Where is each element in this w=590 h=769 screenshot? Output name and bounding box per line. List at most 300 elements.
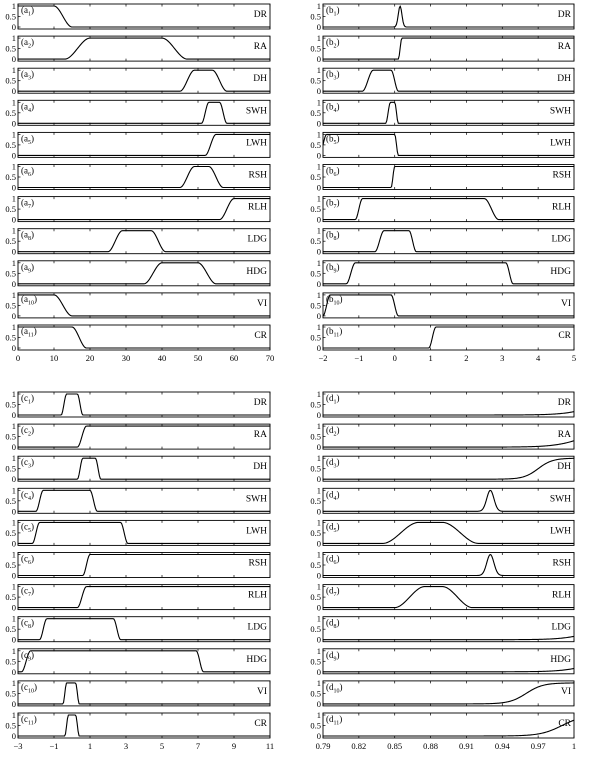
y-tick-label: 0 [11,538,16,549]
y-tick-label: 0 [11,246,16,257]
subplot-label: $(a_2)$ [21,37,34,50]
x-tick-label: 3 [123,741,129,751]
subplot-c9 [5,646,270,677]
y-tick-label: 0.5 [5,463,16,474]
subplot-a9 [5,258,270,289]
subplot-label: $(d_4)$ [326,489,340,502]
y-tick-label: 0 [316,538,321,549]
subplot-label: $(d_7)$ [326,585,340,599]
x-tick-label: 50 [193,353,203,363]
y-tick-label: 0.5 [5,204,16,215]
variable-name-label: HDG [550,266,571,277]
y-tick-label: 1 [316,710,321,720]
subplot-frame [18,100,270,125]
subplot-frame [18,229,270,254]
y-tick-label: 1 [316,1,321,11]
y-tick-label: 1 [316,289,321,300]
y-tick-label: 0.5 [310,399,321,410]
subplot-d11 [310,710,574,741]
y-tick-label: 0.5 [5,11,16,22]
y-tick-label: 0 [316,118,321,129]
variable-name-label: RLH [248,590,267,601]
y-tick-label: 0.5 [5,107,16,118]
y-tick-label: 0 [316,570,321,581]
subplot-label: $(b_5)$ [326,133,340,146]
y-tick-label: 0.5 [5,43,16,54]
variable-name-label: CR [558,331,571,341]
y-tick-label: 1 [316,453,321,464]
x-tick-label: 9 [231,741,237,751]
variable-name-label: LDG [247,234,267,245]
subplot-label: $(c_2)$ [21,425,34,438]
subplot-label: $(d_{10})$ [326,681,343,695]
subplot-d7 [310,582,574,613]
variable-name-label: LDG [247,622,267,633]
subplot-label: $(a_3)$ [21,69,34,82]
y-tick-label: 1 [316,257,321,268]
subplot-d10 [310,678,574,709]
y-tick-label: 1 [11,581,16,592]
subplot-b8 [310,226,574,257]
subplot-label: $(d_6)$ [326,553,340,566]
variable-name-label: DR [557,10,571,20]
subplot-label: $(d_1)$ [326,393,340,406]
subplot-frame [18,132,270,157]
y-tick-label: 0.5 [5,656,16,667]
subplot-c2 [5,421,270,452]
subplot-b11 [310,322,574,353]
subplot-label: $(d_5)$ [326,521,340,534]
y-tick-label: 0.5 [5,688,16,699]
y-tick-label: 1 [316,97,321,108]
subplot-label: $(c_{11})$ [21,714,37,727]
subplot-label: $(b_9)$ [326,261,340,275]
y-tick-label: 0.5 [310,268,321,279]
variable-name-label: RSH [248,558,267,569]
subplot-b1 [310,1,574,32]
x-tick-label: 20 [85,353,95,363]
y-tick-label: 1 [316,322,321,332]
variable-name-label: LDG [551,234,571,245]
y-tick-label: 1 [11,161,16,172]
y-tick-label: 0.5 [310,332,321,343]
y-tick-label: 1 [316,517,321,528]
y-tick-label: 0.5 [310,656,321,667]
subplot-frame [18,585,270,610]
subplot-frame [18,68,270,93]
variable-name-label: VI [560,298,571,309]
y-tick-label: 1 [316,161,321,172]
variable-name-label: RA [557,42,571,53]
subplot-b6 [310,162,574,193]
subplot-c1 [5,389,270,420]
y-tick-label: 0 [316,731,321,741]
y-tick-label: 0.5 [310,43,321,54]
y-tick-label: 1 [316,389,321,399]
y-tick-label: 0 [316,246,321,257]
subplot-frame [18,488,270,513]
subplot-c3 [5,453,270,484]
variable-name-label: RLH [552,590,571,601]
variable-name-label: RSH [552,558,571,569]
variable-name-label: RSH [552,170,571,181]
y-tick-label: 1 [11,65,16,76]
variable-name-label: SWH [549,106,571,117]
subplot-a7 [5,194,270,225]
y-tick-label: 0 [316,86,321,97]
y-tick-label: 0.5 [5,300,16,311]
y-tick-label: 1 [11,193,16,204]
subplot-frame [18,424,270,449]
y-tick-label: 1 [11,710,16,720]
y-tick-label: 0 [316,150,321,161]
subplot-c7 [5,582,270,613]
subplot-frame [323,197,574,222]
x-tick-label: 0.79 [315,741,331,751]
subplot-frame [323,229,574,254]
y-tick-label: 0 [11,343,16,353]
y-tick-label: 1 [11,389,16,399]
x-tick-label: 5 [159,741,165,751]
panel-group-b [310,1,576,363]
y-tick-label: 1 [316,677,321,688]
subplot-frame [323,132,574,157]
subplot-frame [323,456,574,481]
y-tick-label: 1 [11,421,16,432]
x-tick-label: 30 [121,353,131,363]
variable-name-label: DH [253,462,267,473]
y-tick-label: 0.5 [310,172,321,182]
y-tick-label: 0.5 [310,688,321,699]
subplot-frame [18,261,270,286]
subplot-b9 [310,258,574,289]
subplot-c8 [5,614,270,645]
variable-name-label: LWH [550,138,571,149]
y-tick-label: 0 [11,602,16,613]
x-tick-label: 4 [536,353,541,363]
y-tick-label: 1 [316,549,321,560]
subplot-label: $(c_7)$ [21,585,34,599]
x-tick-label: −2 [318,353,328,363]
y-tick-label: 0.5 [5,172,16,182]
y-tick-label: 0.5 [310,11,321,22]
y-tick-label: 0.5 [5,560,16,570]
y-tick-label: 0.5 [310,431,321,442]
subplot-label: $(c_8)$ [21,617,34,631]
y-tick-label: 0.5 [5,592,16,603]
subplot-frame [323,68,574,93]
y-tick-label: 0.5 [310,139,321,150]
subplot-label: $(b_1)$ [326,5,340,18]
x-tick-label: 0.88 [423,741,439,751]
y-tick-label: 0.5 [310,204,321,215]
subplot-a5 [5,129,270,160]
variable-name-label: DR [557,398,571,408]
subplot-frame [323,488,574,513]
subplot-frame [18,4,270,29]
subplot-frame [18,617,270,642]
panel-group-d [310,389,576,751]
y-tick-label: 0.5 [310,527,321,538]
y-tick-label: 0 [316,182,321,193]
x-tick-label: 3 [500,353,505,363]
x-tick-label: 0.91 [458,741,474,751]
y-tick-label: 1 [316,613,321,624]
subplot-frame [18,165,270,190]
variable-name-label: DR [253,398,267,408]
y-tick-label: 1 [11,33,16,44]
y-tick-label: 0 [11,474,16,485]
y-tick-label: 0 [316,410,321,420]
variable-name-label: RA [557,430,571,441]
panel-group-a [5,1,274,363]
y-tick-label: 0.5 [310,107,321,118]
y-tick-label: 0 [316,666,321,677]
variable-name-label: SWH [245,106,267,117]
subplot-label: $(c_6)$ [21,553,34,566]
x-tick-label: −3 [13,741,23,751]
x-tick-label: 1 [571,741,577,751]
subplot-frame [323,4,574,29]
y-tick-label: 1 [11,97,16,108]
y-tick-label: 1 [316,65,321,76]
subplot-d1 [310,389,574,420]
variable-name-label: HDG [246,266,267,277]
y-tick-label: 0.5 [5,527,16,538]
subplot-label: $(a_{11})$ [21,326,37,339]
y-tick-label: 0 [11,634,16,645]
subplot-label: $(a_4)$ [21,101,34,114]
variable-name-label: DH [253,74,267,85]
variable-name-label: DH [557,74,571,85]
subplot-a4 [5,97,270,128]
y-tick-label: 0.5 [310,720,321,731]
subplot-b5 [310,129,574,160]
y-tick-label: 0 [11,506,16,517]
x-tick-label: 0.94 [494,741,510,751]
subplot-frame [323,165,574,190]
y-tick-label: 1 [316,129,321,140]
variable-name-label: SWH [245,494,267,505]
subplot-frame [18,293,270,318]
subplot-frame [18,520,270,545]
y-tick-label: 0.5 [310,463,321,474]
x-tick-label: 10 [49,353,59,363]
y-tick-label: 0.5 [310,300,321,311]
y-tick-label: 0 [11,150,16,161]
panel-group-c [5,389,274,751]
y-tick-label: 0 [11,666,16,677]
subplot-c10 [5,678,270,709]
y-tick-label: 0 [316,698,321,709]
subplot-b3 [310,65,574,96]
variable-name-label: VI [256,686,267,697]
subplot-c5 [5,517,270,548]
y-tick-label: 0.5 [5,720,16,731]
variable-name-label: RLH [552,202,571,213]
subplot-d6 [310,550,574,581]
y-tick-label: 1 [11,289,16,300]
subplot-label: $(b_4)$ [326,101,340,114]
y-tick-label: 1 [316,421,321,432]
subplot-label: $(a_7)$ [21,197,34,211]
y-tick-label: 1 [11,549,16,560]
y-tick-label: 1 [11,645,16,656]
subplot-frame [323,100,574,125]
y-tick-label: 0 [11,731,16,741]
subplot-frame [323,649,574,674]
subplot-label: $(b_2)$ [326,37,340,50]
variable-name-label: RA [253,430,267,441]
y-tick-label: 1 [11,517,16,528]
subplot-label: $(d_{11})$ [326,714,343,727]
y-tick-label: 0 [316,343,321,353]
subplot-c11 [5,710,270,741]
y-tick-label: 1 [11,453,16,464]
subplot-label: $(a_9)$ [21,261,34,275]
y-tick-label: 0.5 [5,495,16,506]
subplot-label: $(a_8)$ [21,229,34,243]
variable-name-label: SWH [549,494,571,505]
subplot-a6 [5,162,270,193]
subplot-frame [18,392,270,417]
y-tick-label: 1 [11,485,16,496]
subplot-frame [18,681,270,706]
variable-name-label: CR [254,331,267,341]
y-tick-label: 1 [316,645,321,656]
subplot-label: $(b_8)$ [326,229,340,243]
variable-name-label: CR [558,719,571,729]
variable-name-label: RA [253,42,267,53]
y-tick-label: 0 [11,86,16,97]
y-tick-label: 1 [316,33,321,44]
y-tick-label: 0 [11,310,16,321]
y-tick-label: 1 [316,193,321,204]
y-tick-label: 0.5 [5,139,16,150]
y-tick-label: 0 [316,214,321,225]
subplot-frame [18,197,270,222]
y-tick-label: 0 [11,182,16,193]
y-tick-label: 0.5 [310,75,321,86]
x-tick-label: 70 [265,353,275,363]
subplot-label: $(d_2)$ [326,425,340,438]
subplot-a2 [5,33,270,64]
subplot-frame [323,293,574,318]
x-tick-label: 2 [464,353,469,363]
x-tick-label: 40 [157,353,167,363]
variable-name-label: LWH [550,526,571,537]
y-tick-label: 1 [316,581,321,592]
x-tick-label: 0.97 [530,741,546,751]
y-tick-label: 0.5 [5,399,16,410]
y-tick-label: 0 [316,22,321,32]
subplot-frame [18,649,270,674]
x-tick-label: 5 [571,353,577,363]
y-tick-label: 0 [316,278,321,289]
subplot-a3 [5,65,270,96]
y-tick-label: 0 [11,118,16,129]
subplot-frame [323,424,574,449]
subplot-frame [323,261,574,286]
variable-name-label: LDG [551,622,571,633]
y-tick-label: 0 [11,278,16,289]
subplot-label: $(d_3)$ [326,457,340,470]
x-tick-label: 11 [265,741,275,751]
y-tick-label: 1 [316,225,321,236]
y-tick-label: 1 [11,677,16,688]
subplot-label: $(c_{10})$ [21,681,37,695]
x-tick-label: 0.85 [387,741,403,751]
y-tick-label: 0.5 [310,592,321,603]
y-tick-label: 0 [316,310,321,321]
y-tick-label: 0.5 [5,236,16,247]
y-tick-label: 0 [316,442,321,453]
subplot-label: $(a_6)$ [21,165,34,178]
x-tick-label: 1 [87,741,93,751]
y-tick-label: 0.5 [5,268,16,279]
y-tick-label: 0.5 [310,495,321,506]
subplot-c4 [5,485,270,516]
y-tick-label: 0 [316,54,321,65]
subplot-d3 [310,453,574,484]
x-tick-label: 0 [392,353,397,363]
subplot-frame [323,681,574,706]
subplot-frame [323,325,574,350]
subplot-label: $(d_9)$ [326,649,340,663]
subplot-frame [323,553,574,578]
subplot-frame [18,713,270,738]
subplot-label: $(a_{10})$ [21,293,37,307]
y-tick-label: 0.5 [5,332,16,343]
variable-name-label: DR [253,10,267,20]
subplot-b7 [310,194,574,225]
subplot-b2 [310,33,574,64]
subplot-label: $(b_{11})$ [326,326,343,339]
subplot-b10 [310,290,574,321]
variable-name-label: VI [560,686,571,697]
subplot-d2 [310,421,574,452]
y-tick-label: 0 [11,22,16,32]
variable-name-label: CR [254,719,267,729]
variable-name-label: VI [256,298,267,309]
x-tick-label: 0 [15,353,21,363]
y-tick-label: 0 [11,570,16,581]
subplot-d8 [310,614,574,645]
y-tick-label: 1 [11,322,16,332]
subplot-d9 [310,646,574,677]
y-tick-label: 0.5 [5,431,16,442]
subplot-frame [323,617,574,642]
subplot-label: $(b_6)$ [326,165,340,178]
y-tick-label: 0 [316,474,321,485]
subplot-frame [323,36,574,61]
subplot-label: $(c_5)$ [21,521,34,534]
x-tick-label: −1 [354,353,364,363]
subplot-label: $(d_8)$ [326,617,340,631]
subplot-frame [323,392,574,417]
x-tick-label: 60 [229,353,239,363]
subplot-d5 [310,517,574,548]
subplot-frame [18,456,270,481]
subplot-label: $(a_5)$ [21,133,34,146]
y-tick-label: 0.5 [5,75,16,86]
x-tick-label: −1 [49,741,59,751]
subplot-c6 [5,550,270,581]
variable-name-label: RSH [248,170,267,181]
y-tick-label: 1 [11,257,16,268]
x-tick-label: 1 [428,353,433,363]
x-tick-label: 0.82 [351,741,367,751]
